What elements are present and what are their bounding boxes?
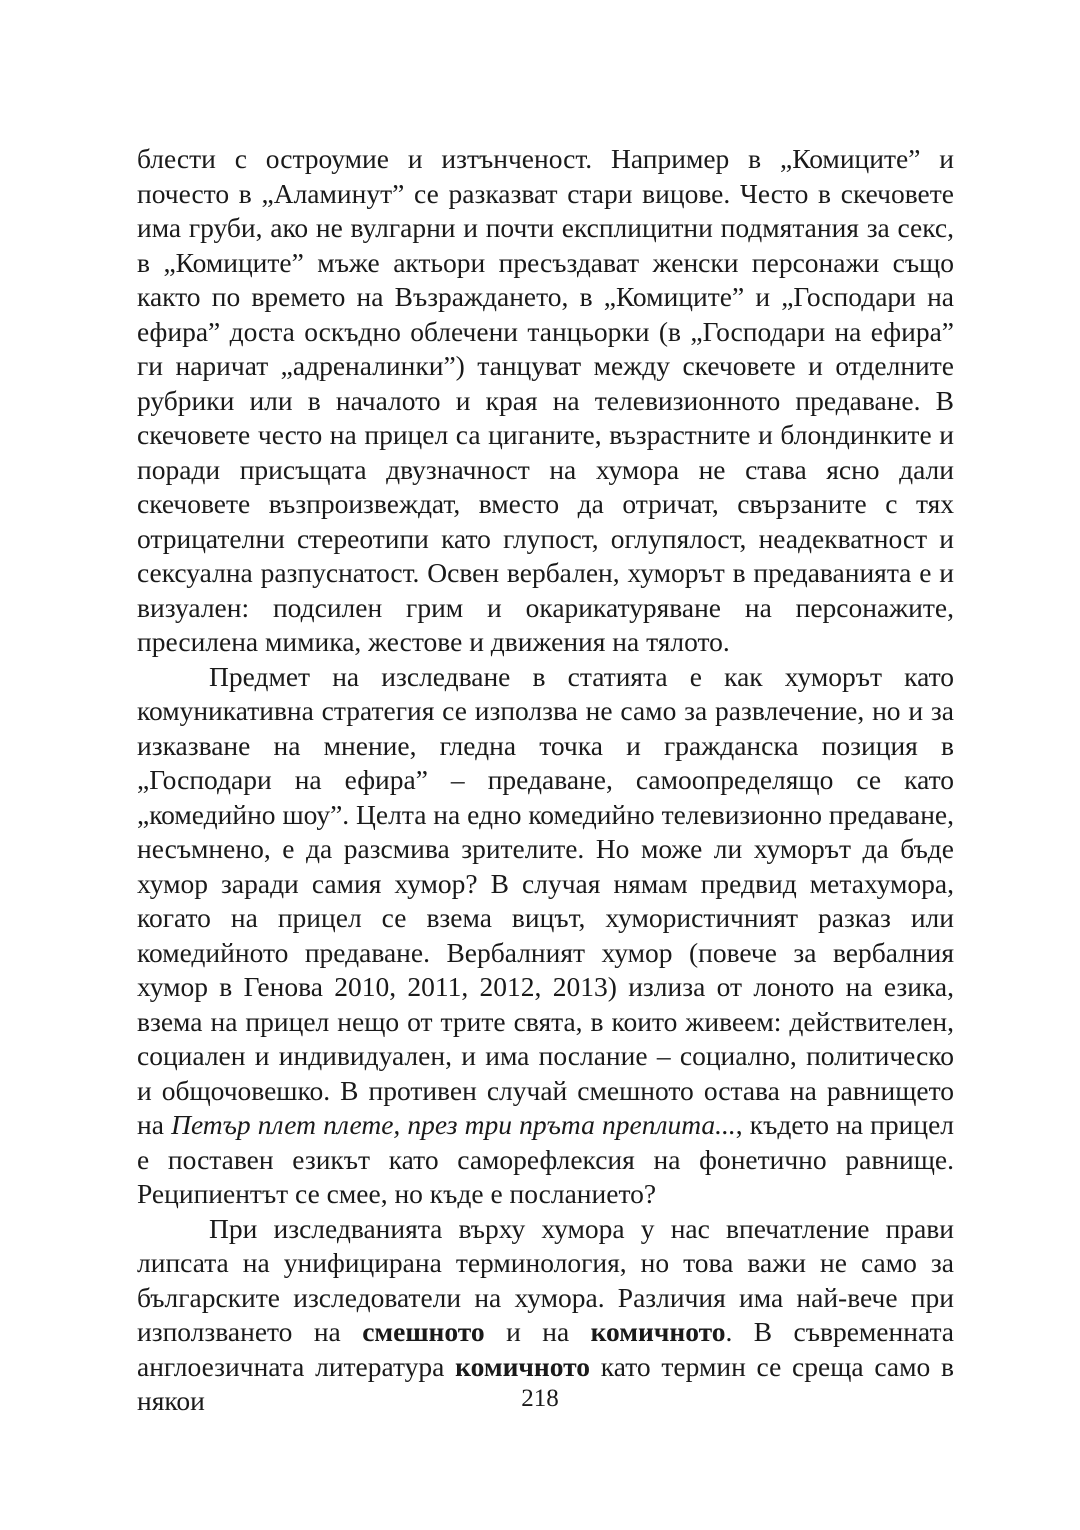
- page-body: [137, 142, 954, 1419]
- paragraph-2-italic-quote: Петър плет плете, през три пръта преплита...: [171, 1109, 736, 1140]
- paragraph-3-text-a: При изследванията върху хумора у нас впечатление прави липсата на унифицирана терминология, но това важи не само за българските изследователи на хумора. Различия има най-вече при използването на: [137, 1212, 954, 1347]
- paragraph-3-text-c: . В съвременната англоезичната литература: [137, 1316, 955, 1382]
- paragraph-2-text-end: , където на прицел е поставен езикът като саморефлексия на фонетично равнище. Реципиентът се смее, но къде е посланието?: [137, 1109, 954, 1209]
- paragraph-1: блести с остроумие и изтънченост. Например в „Комиците” и почесто в „Аламинут” се разказват стари вицове. Често в скечовете има груби, ако не вулгарни и почти експлицитни подмятания за секс, в „Комиците” мъже актьори пресъздават женски персонажи също както по времето на Възраждането, в „Комиците” и „Господари на ефира” доста оскъдно облечени танцьорки (в „Господари на ефира” ги наричат „адреналинки”) танцуват между скечовете и отделните рубрики или в началото и края на телевизионното предаване. В скечовете често на прицел са циганите, възрастните и блондинките и поради присъщата двузначност на хумора не става ясно дали скечовете възпроизвеждат, вместо да отричат, свързаните с тях отрицателни стереотипи като глупост, оглупялост, неадекватност и сексуална разпуснатост. Освен вербален, хуморът в предаванията е и визуален: подсилен грим и окарикатуряване на персонажите, пресилена мимика, жестове и движения на тялото.: [137, 143, 954, 657]
- paragraph-2-text-start: Предмет на изследване в статията е как хуморът като комуникативна стратегия се използва не само за развлечение, но и за изказване на мнение, гледна точка и гражданска позиция в „Господари на ефира” – предаване, самоопределящо се като „комедийно шоу”. Целта на едно комедийно телевизионно предаване, несъмнено, е да разсмива зрителите. Но може ли хуморът да бъде хумор заради самия хумор? В случая нямам предвид метахумора, когато на прицел се взема вицът, хумористичният разказ или комедийното предаване. Вербалният хумор (повече за вербалния хумор в Генова 2010, 2011, 2012, 2013) излиза от лоното на езика, взема на прицел нещо от трите свята, в които живеем: действителен, социален и индивидуален, и има послание – социално, политическо и общочовешко. В противен случай смешното остава на равнището на: [137, 660, 954, 1140]
- paragraph-3-bold-term-2: комичното: [590, 1316, 726, 1347]
- paragraph-3-bold-term-1: смешното: [362, 1316, 485, 1347]
- page-number: 218: [521, 1385, 559, 1412]
- paragraph-2: [137, 660, 954, 1212]
- paragraph-3-text-b: и на: [484, 1316, 591, 1347]
- paragraph-3-text-d: като термин се среща само в някои: [137, 1350, 954, 1416]
- paragraph-3-bold-term-3: комичното: [455, 1350, 591, 1382]
